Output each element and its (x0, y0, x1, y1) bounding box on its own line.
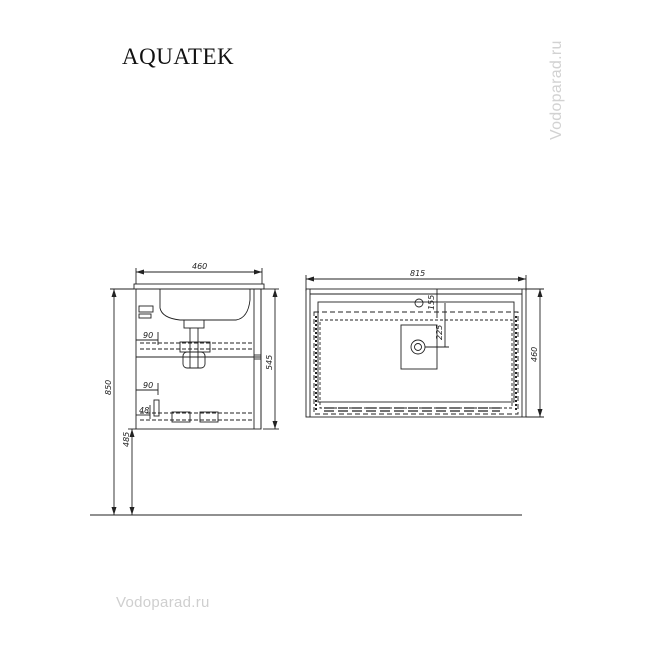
dim-top-width: 815 (410, 269, 426, 278)
dim-side-width: 460 (192, 262, 208, 271)
top-drain (411, 340, 425, 354)
dim-drain-offset-top: 155 (427, 294, 436, 310)
dim-floor-height: 485 (122, 431, 131, 447)
side-siphon (184, 320, 204, 328)
side-cabinet-body (136, 289, 261, 429)
top-basin-bowl (318, 302, 514, 402)
watermark-bottom: Vodoparad.ru (116, 594, 210, 611)
dim-offset-small: 48 (139, 406, 150, 415)
side-countertop (134, 284, 264, 289)
dim-body-height: 545 (265, 354, 274, 370)
top-outline (306, 289, 526, 417)
side-view (110, 268, 279, 515)
side-basin (160, 289, 250, 320)
dim-total-height: 850 (104, 379, 113, 395)
top-front-hatch (324, 408, 500, 411)
dim-top-depth: 460 (530, 346, 539, 362)
brand-logo: AQUATEK (122, 44, 235, 69)
top-overflow-hole (415, 299, 423, 307)
top-view (306, 275, 544, 417)
watermark-vertical: Vodoparad.ru (548, 40, 565, 140)
dim-drain-offset: 225 (435, 324, 444, 340)
dim-offset-upper: 90 (143, 331, 154, 340)
dim-offset-lower: 90 (143, 381, 154, 390)
